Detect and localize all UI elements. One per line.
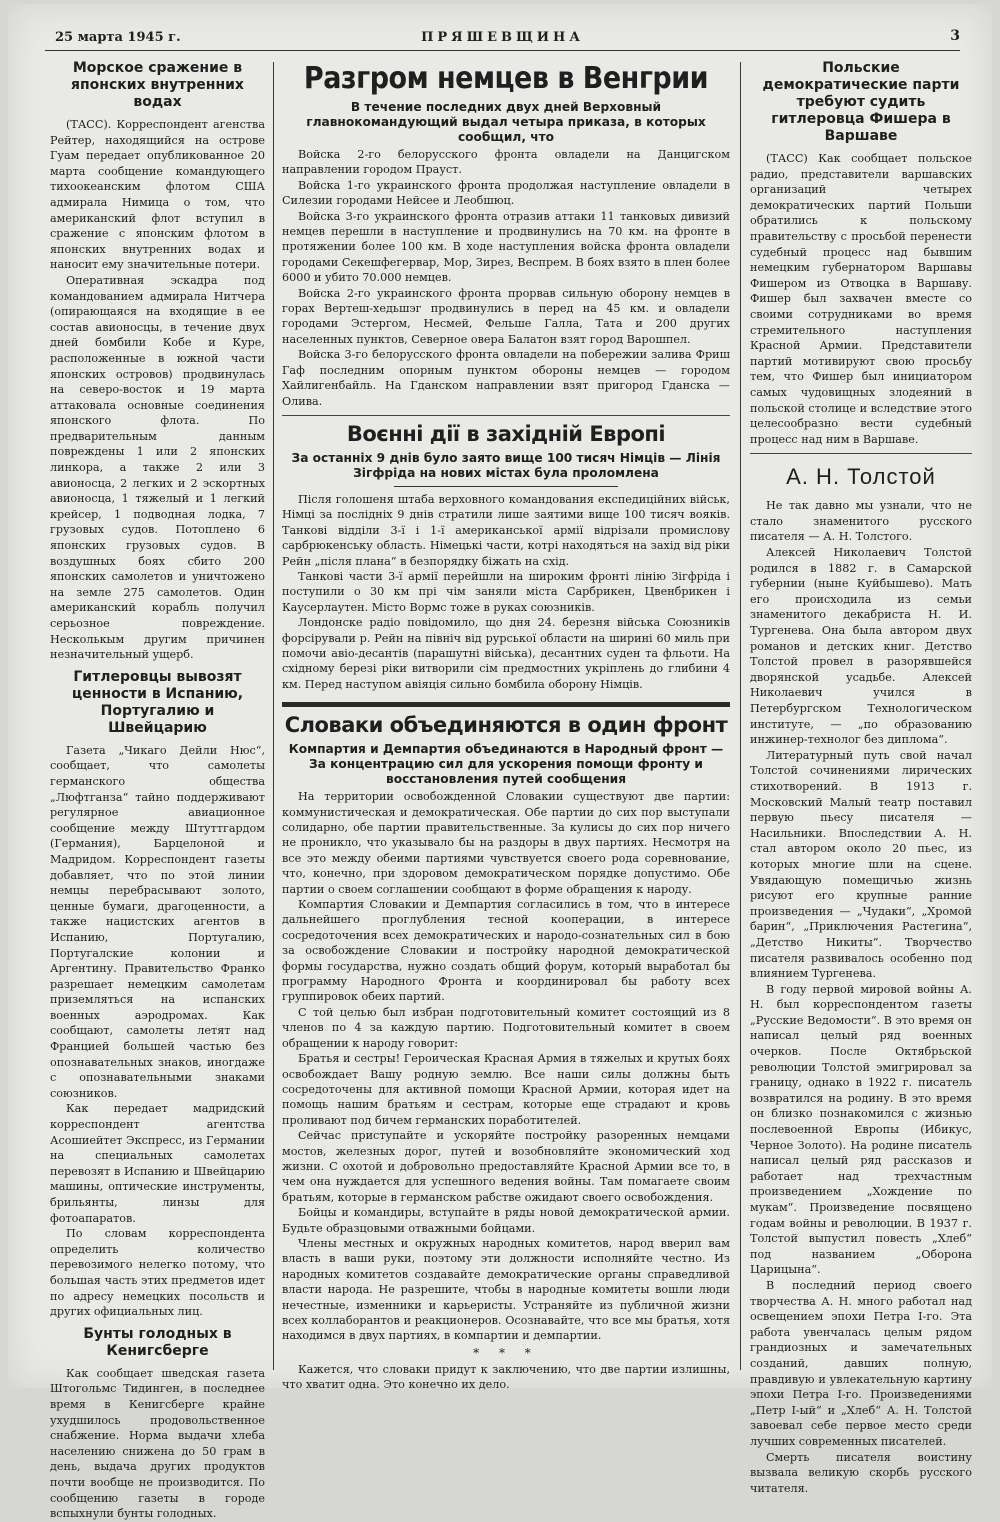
paragraph: Кажется, что словаки придут к заключению, что две партии излишны, что хватит одна. Это конечно их дело. xyxy=(282,1362,730,1392)
headline: А. Н. Толстой xyxy=(786,464,936,490)
article-polish-parties xyxy=(750,60,972,447)
headline: Словаки объединяются в один фронт xyxy=(284,713,728,738)
issue-date: 25 марта 1945 г. xyxy=(55,30,181,45)
paragraph: Сейчас приступайте и ускоряйте постройку разоренных немцами мостов, железных дорог, путей и возобновляйте экономический ход жизни. С охотой и добровольно предоставляйте Красной Армии все то, в чем она нуждается для успешного ведения войны. Там помагаете своим братьям, которые в германском рабстве ожидают своего освобождения. xyxy=(282,1129,730,1204)
paragraph: Танкові части 3-ї армії перейшли на широким фронті лінію Зігфріда і поступили о 30 км прі чім заняли міста Сарбрикен, Цвенбрикен і Каусерлаутен. Місто Вормс тоже в руках союзників. xyxy=(282,569,730,614)
paragraph: Войска 2-го украинского фронта прорвав сильную оборону немцев в горах Вертеш-хедьшэг продвинулись в перед на 45 км. и овладели городами Эстергом, Несмей, Фельше Галла, Тата и 200 других населенных пунктов, Северное овера Балатон взят город Варошпел. xyxy=(282,286,730,346)
divider xyxy=(394,486,618,487)
paragraph: Войска 1-го украинского фронта продолжая наступление овладели в Силезии городами Нейсее и Леобшюц. xyxy=(282,178,730,208)
newspaper-name: ПРЯШЕВЩИНА xyxy=(421,30,584,45)
article-hungary xyxy=(282,62,730,409)
paragraph: С той целью был избран подготовительный комитет состоящий из 8 членов по 4 за каждую партию. Подготовительный комитет в своем обращении к народу говорит: xyxy=(282,1005,730,1050)
paragraph: Литературный путь свой начал Толстой сочинениями лирических стихотворений. В 1913 г. Московский Малый театр поставил первую пьесу писателя — Насильники. Впоследствии А. Н. стал автором около 20 пьес, из которых многие шли на сцене. Увядающую помещичью жизнь рисуют его крупные ранние произведения — „Чудаки“, „Хромой барин“, „Приключения Растегина“, „Детство Никиты“. Творчество писателя развивалось особенно под влиянием Тургенева. xyxy=(750,748,972,981)
paragraph: Алексей Николаевич Толстой родился в 1882 г. в Самарской губернии (ныне Куйбышево). Мать его происходила из семьи знаменитого декабриста Н. И. Тургенева. Она была автором двух романов и детских книг. Детство Толстой провел в разорявшейся дворянской усадьбе. Алексей Николаевич учился в Петербургском Технологическом институте, — „по образованию инжинер-технолог без диплома“. xyxy=(750,546,972,747)
headline: Гитлеровцы вывозят ценности в Испанию, Португалию и Швейцарию xyxy=(71,668,244,736)
paragraph: Компартия Словакии и Демпартия согласились в том, что в интересе дальнейшего проглубления тесной кооперации, в интересе сосредоточения всех демократических и народо-сознательных сил в бою за освобождение Словакии и постройку народной демократической формы государства, нужно создать общий форум, который выработал бы программу Народного Фронта и координировал бы работу всех группировок обеих партий. xyxy=(282,898,730,1004)
paragraph: Не так давно мы узнали, что не стало знаменитого русского писателя — А. Н. Толстого. xyxy=(750,499,972,544)
divider xyxy=(282,415,730,416)
page-number: 3 xyxy=(950,28,960,44)
paragraph: Члены местных и окружных народных комитетов, народ вверил вам власть в ваши руки, поэтому эти должности исполняйте честно. Из народных комитетов создавайте демократические органы справедливой власти народа. Не разрешите, чтобы в народные комитеты вошли люди нечестные, изменники и карьеристы. Устраняйте из публичной жизни всех коллаборантов и реакционеров. Осознавайте, что все мы братья, хотя находимся в двух партиях, в компартии и демпартии. xyxy=(282,1236,730,1343)
paragraph: Войска 2-го белорусского фронта овладели на Данцигском направлении городом Прауст. xyxy=(282,148,730,177)
column-rule-right xyxy=(740,62,741,1370)
masthead xyxy=(45,28,960,51)
paragraph: Оперативная эскадра под командованием адмирала Нитчера (опирающаяся на входящие в ее состав авионосцы, в течение двух дней бомбили Кобе и Куре, расположенные в южной части японских островов) продвинулась на северо-восток и 19 марта аттаковала основные соединения японского флота. По предварительным данным повреждены 1 или 2 японских линкора, а также 2 или 3 авионосца, 2 легких и 2 эскортных авионосца, 1 тяжелый и 1 легкий крейсер, 1 подводная лодка, 7 грузовых судов. Потоплено 6 японских грузовых судов. В воздушных боях сбито 200 японских самолетов и уничтожено на земле 275 самолетов. Один американский корабль получил серьозное повреждение. Несколькым другим причинен незначительный ущерб. xyxy=(50,273,265,662)
paragraph: (ТАСС) Как сообщает польское радио, представители варшавских организаций четырех демократических партий Польши обратились к польскому правительству с просьбой перенести судебный процесс над бывшим немецким губернатором Варшавы Фишером из Отвоцка в Варшаву. Фишер был захвачен вместе со своими сотрудниками во время стремительного наступления Красной Армии. Представители партий мотивируют свою просьбу тем, что Фишер был инициатором самых чудовищных злодеяний в польской столице и вследствие этого целесообразно вести судебный процесс над ним в Варшаве. xyxy=(750,152,972,446)
thick-divider xyxy=(282,702,730,707)
section-stars: * * * xyxy=(473,1345,539,1360)
article-konigsberg-riots xyxy=(50,1326,265,1522)
article-naval-battle xyxy=(50,60,265,663)
paragraph: Войска 3-го белорусского фронта овладели на побережии залива Фриш Гаф последним опорным пунктом обороны немцев — городом Хайлигенбайль. На Гданском направлении взят пригород Гданска — Олива. xyxy=(282,348,730,408)
paragraph: Как сообщает шведская газета Штогольмс Тидинген, в последнее время в Кенигсберге крайне ухудшилось продовольственное снабжение. Норма выдачи хлеба населению снижена до 50 грам в день, выдача других продуктов почти вообще не производится. По сообщению газеты в городе вспыхнули бунты голодных. xyxy=(50,1366,265,1521)
paragraph: В году первой мировой войны А. Н. был корреспондентом газеты „Русские Ведомости“. В это время он написал целый ряд военных очерков. После Октябрьской революции Толстой эмигрировал за границу, однако в 1922 г. писатель возвратился на родину. В это время он близко познакомился с жизнью послевоенной Европы (Ибикус, Черное Золото). На родине писатель написал целый ряд рассказов и работает над трехчастным произведением „Хождение по мукам“. Произведение посвящено годам войны и революции. В 1937 г. Толстой выпустил повесть „Хлеб“ под названием „Оборона Царицына“. xyxy=(750,982,972,1277)
paragraph: По словам корреспондента определить количество перевозимого нелегко потому, что большая часть этих предметов идет по адресу немецких посольств и других официальных лиц. xyxy=(50,1227,265,1319)
headline: Воєнні дії в західній Европі xyxy=(346,421,666,446)
right-column xyxy=(750,60,972,1495)
divider xyxy=(750,453,972,454)
headline: Морское сражение в японских внутренних водах xyxy=(71,60,244,110)
paragraph: Как передает мадридский корреспондент агентства Асошиейтет Экспресс, из Германии на специальных самолетах перевозят в Испанию и Швейцарию машины, оптические инструменты, брильянты, линзы для фотоапаратов. xyxy=(50,1102,265,1225)
paragraph: Після голошеня штаба верховного командования експедиційних військ, Німці за послідніх 9 днів стратили лише заятими вище 100 тисяч вояків. Танкові відділи 3-ї і 1-ї американської армії відрізали промислову сарбрюкенську область. Німецькі части, котрі находяться на захід від ріки Рейн „після плана“ в безпорядку біжать на схід. xyxy=(282,492,730,568)
headline: Разгром немцев в Венгрии xyxy=(303,61,709,96)
paragraph: Войска 3-го украинского фронта отразив аттаки 11 танковых дивизий немцев перешли в наступление и продвинулись на 70 км. на фронте в протяжении более 100 км. В ходе наступления войска фронта овладели городами Секешфегервар, Мор, Зирез, Веспрем. В боях взято в плен более 6000 и убито 70.000 немцев. xyxy=(282,209,730,285)
paragraph: На территории освобожденной Словакии существуют две партии: коммунистическая и демократическая. Обе партии до сих пор выступали солидарно, обе партии правительственные. За кулисы до сих пор ничего не проникло, что указывало бы на раздоры в двух партиях. Несмотря на все это между обеими партиями чувствуется своего рода соревнование, что, конечно, при здоровом демократическом порядке допустимо. Обе партии о своем соглашении сообщают в форме обращения к народу. xyxy=(282,790,730,896)
paragraph: Братья и сестры! Героическая Красная Армия в тяжелых и крутых боях освобождает Вашу родную землю. Все наши силы должны быть сосредоточены для активной помощи Красной Армии, которая идет на помощь нашим братьям и сестрам, которые еще страдают и кровь проливают под бичем германских поработителей. xyxy=(282,1052,730,1127)
article-tolstoy xyxy=(750,464,972,1496)
article-nazi-valuables xyxy=(50,669,265,1320)
paragraph: Лондонске радіо повідомило, що дня 24. березня війська Союзників форсірували р. Рейн на північ від рурської области на ширині 60 миль при помочи авіо-десантів (парашутні війська), десантних суден та фльоти. На східному березі ріки витворили сім предмостних укріплень до глибини 4 км. Перед наступом авіяція сильно бомбила оборону Німців. xyxy=(282,616,730,691)
subheadline: Компартия и Демпартия объединаются в Народный фронт — За концентрацию сил для ускорения помощи фронту и восстановления путей сообщения xyxy=(288,742,724,787)
paragraph: В последний период своего творчества А. Н. много работал над освещением эпохи Петра I-го. Эта работа увенчалась целым рядом грандиозных и замечательных созданий, давших полную, правдивую и увлекательную картину эпохи Петра I-го. Произведениями „Петр I-ый“ и „Хлеб“ А. Н. Толстой завоевал себе первое место среди лучших современных писателей. xyxy=(750,1278,972,1448)
paragraph: Бойцы и командиры, вступайте в ряды новой демократической армии. Будьте образцовыми отважными бойцами. xyxy=(282,1206,730,1235)
paragraph: Газета „Чикаго Дейли Нюс“, сообщает, что самолеты германского общества „Люфтганза“ тайно поддерживают регулярное авиационное сообщение между Штуттгардом (Германия), Барцелоной и Мадридом. Корреспондент газеты добавляет, что по этой линии немцы перебрасывают золото, ценные бумаги, драгоценности, а также нацистских агентов в Испанию, Португалию, Португалские колонии и Аргентину. Правительство Франко разрешает немецким самолетам приземляться на испанских военных аэродромах. Как сообщают, самолеты летят над Францией большей частью без опознавательных знаков, иногдаже с опознавательными знаками союзников. xyxy=(50,743,265,1100)
subheadline: За останніх 9 днів було заято вище 100 тисяч Німців — Лінія Зігфріда на нових містах була проломлена xyxy=(291,450,721,480)
headline: Польские демократические парти требуют судить гитлеровца Фишера в Варшаве xyxy=(762,60,960,144)
middle-column xyxy=(282,60,730,1392)
headline: Бунты голодных в Кенигсберге xyxy=(83,1325,232,1359)
lead: В течение последних двух дней Верховный главнокомандующий выдал четыра приказа, в которых сообщил, что xyxy=(306,100,706,144)
article-western-europe xyxy=(282,422,730,692)
column-rule-left xyxy=(273,62,274,1370)
paragraph: Смерть писателя воистину вызвала великую скорбь русского читателя. xyxy=(750,1450,972,1495)
article-slovaks xyxy=(282,713,730,1392)
left-column xyxy=(50,60,265,1521)
paragraph: (ТАСС). Корреспондент агенства Рейтер, находящийся на острове Гуам передает опубликованное 20 марта сообщение командующего тихоокеанским флотом США адмирала Нимица о том, что американский флот вступил в сражение с японским флотом в японских внутренних водах и наносит ему значительные потери. xyxy=(50,118,265,272)
